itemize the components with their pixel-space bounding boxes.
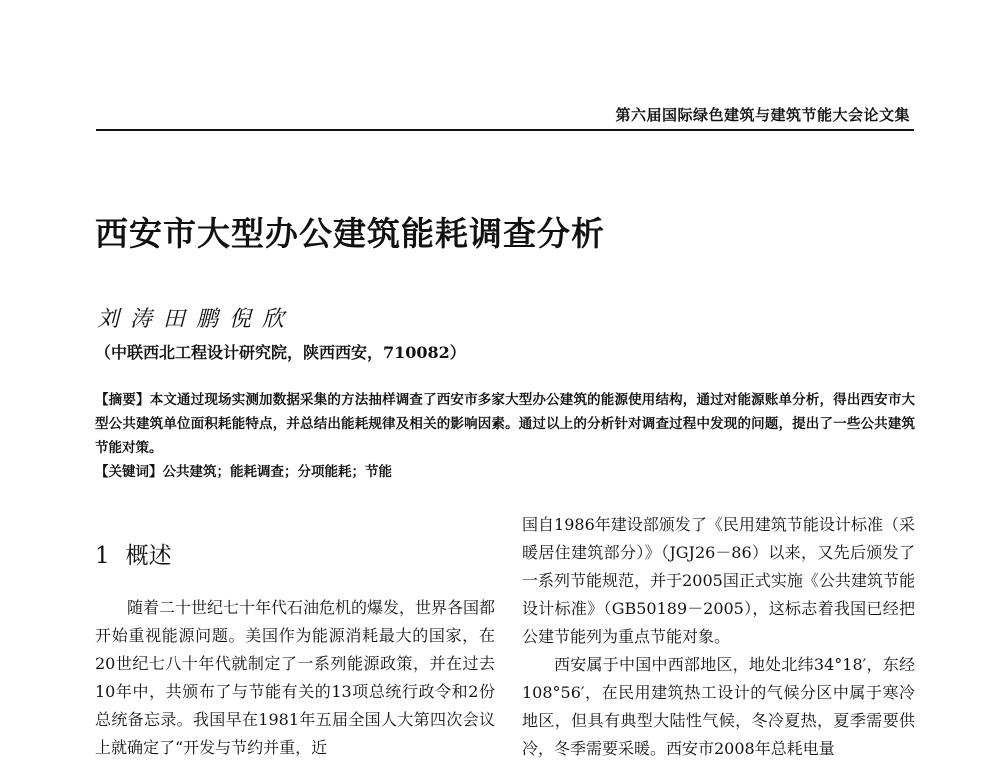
abstract-text: 本文通过现场实测加数据采集的方法抽样调查了西安市多家大型办公建筑的能源使用结构，通过对能源账单分析，得出西安市大型公共建筑单位面积耗能特点，并总结出能耗规律及相关的影响因素。通过以上的分析针对调查过程中发现的问题，提出了一些公共建筑节能对策。 xyxy=(95,392,916,456)
abstract-label: 【摘要】 xyxy=(95,392,150,408)
right-paragraph-1: 国自1986年建设部颁发了《民用建筑节能设计标准（采暖居住建筑部分）》（JGJ26－86）以来，又先后颁发了一系列节能规范，并于2005国正式实施《公共建筑节能设计标准》（GB50189－2005），这标志着我国已经把公建节能列为重点节能对象。 xyxy=(522,515,915,646)
section-heading xyxy=(95,537,172,570)
header-rule xyxy=(96,129,914,131)
affiliation: （中联西北工程设计研究院，陕西西安，710082） xyxy=(95,343,466,362)
section-title: 概述 xyxy=(125,543,172,569)
keywords-text: 公共建筑；能耗调查；分项能耗；节能 xyxy=(162,464,392,480)
right-column xyxy=(522,511,915,763)
keywords xyxy=(95,460,392,484)
paper-title: 西安市大型办公建筑能耗调查分析 xyxy=(95,214,605,253)
authors: 刘 涛 田 鹏 倪 欣 xyxy=(97,307,286,332)
keywords-label: 【关键词】 xyxy=(95,464,163,480)
left-column xyxy=(95,594,495,762)
left-paragraph: 随着二十世纪七十年代石油危机的爆发，世界各国都开始重视能源问题。美国作为能源消耗最大的国家，在20世纪七八十年代就制定了一系列能源政策，并在过去10年中，共颁布了与节能有关的13项总统行政令和2份总统备忘录。我国早在1981年五届全国人大第四次会议上就确定了“开发与节约并重，近 xyxy=(95,598,496,757)
abstract xyxy=(95,388,915,460)
running-head: 第六届国际绿色建筑与建筑节能大会论文集 xyxy=(615,106,910,124)
right-paragraph-2: 西安属于中国中西部地区，地处北纬34°18′，东经108°56′，在民用建筑热工设计的气候分区中属于寒冷地区，但具有典型大陆性气候，冬冷夏热，夏季需要供冷，冬季需要采暖。西安市2008年总耗电量 xyxy=(522,655,915,758)
section-number: 1 xyxy=(95,543,110,569)
